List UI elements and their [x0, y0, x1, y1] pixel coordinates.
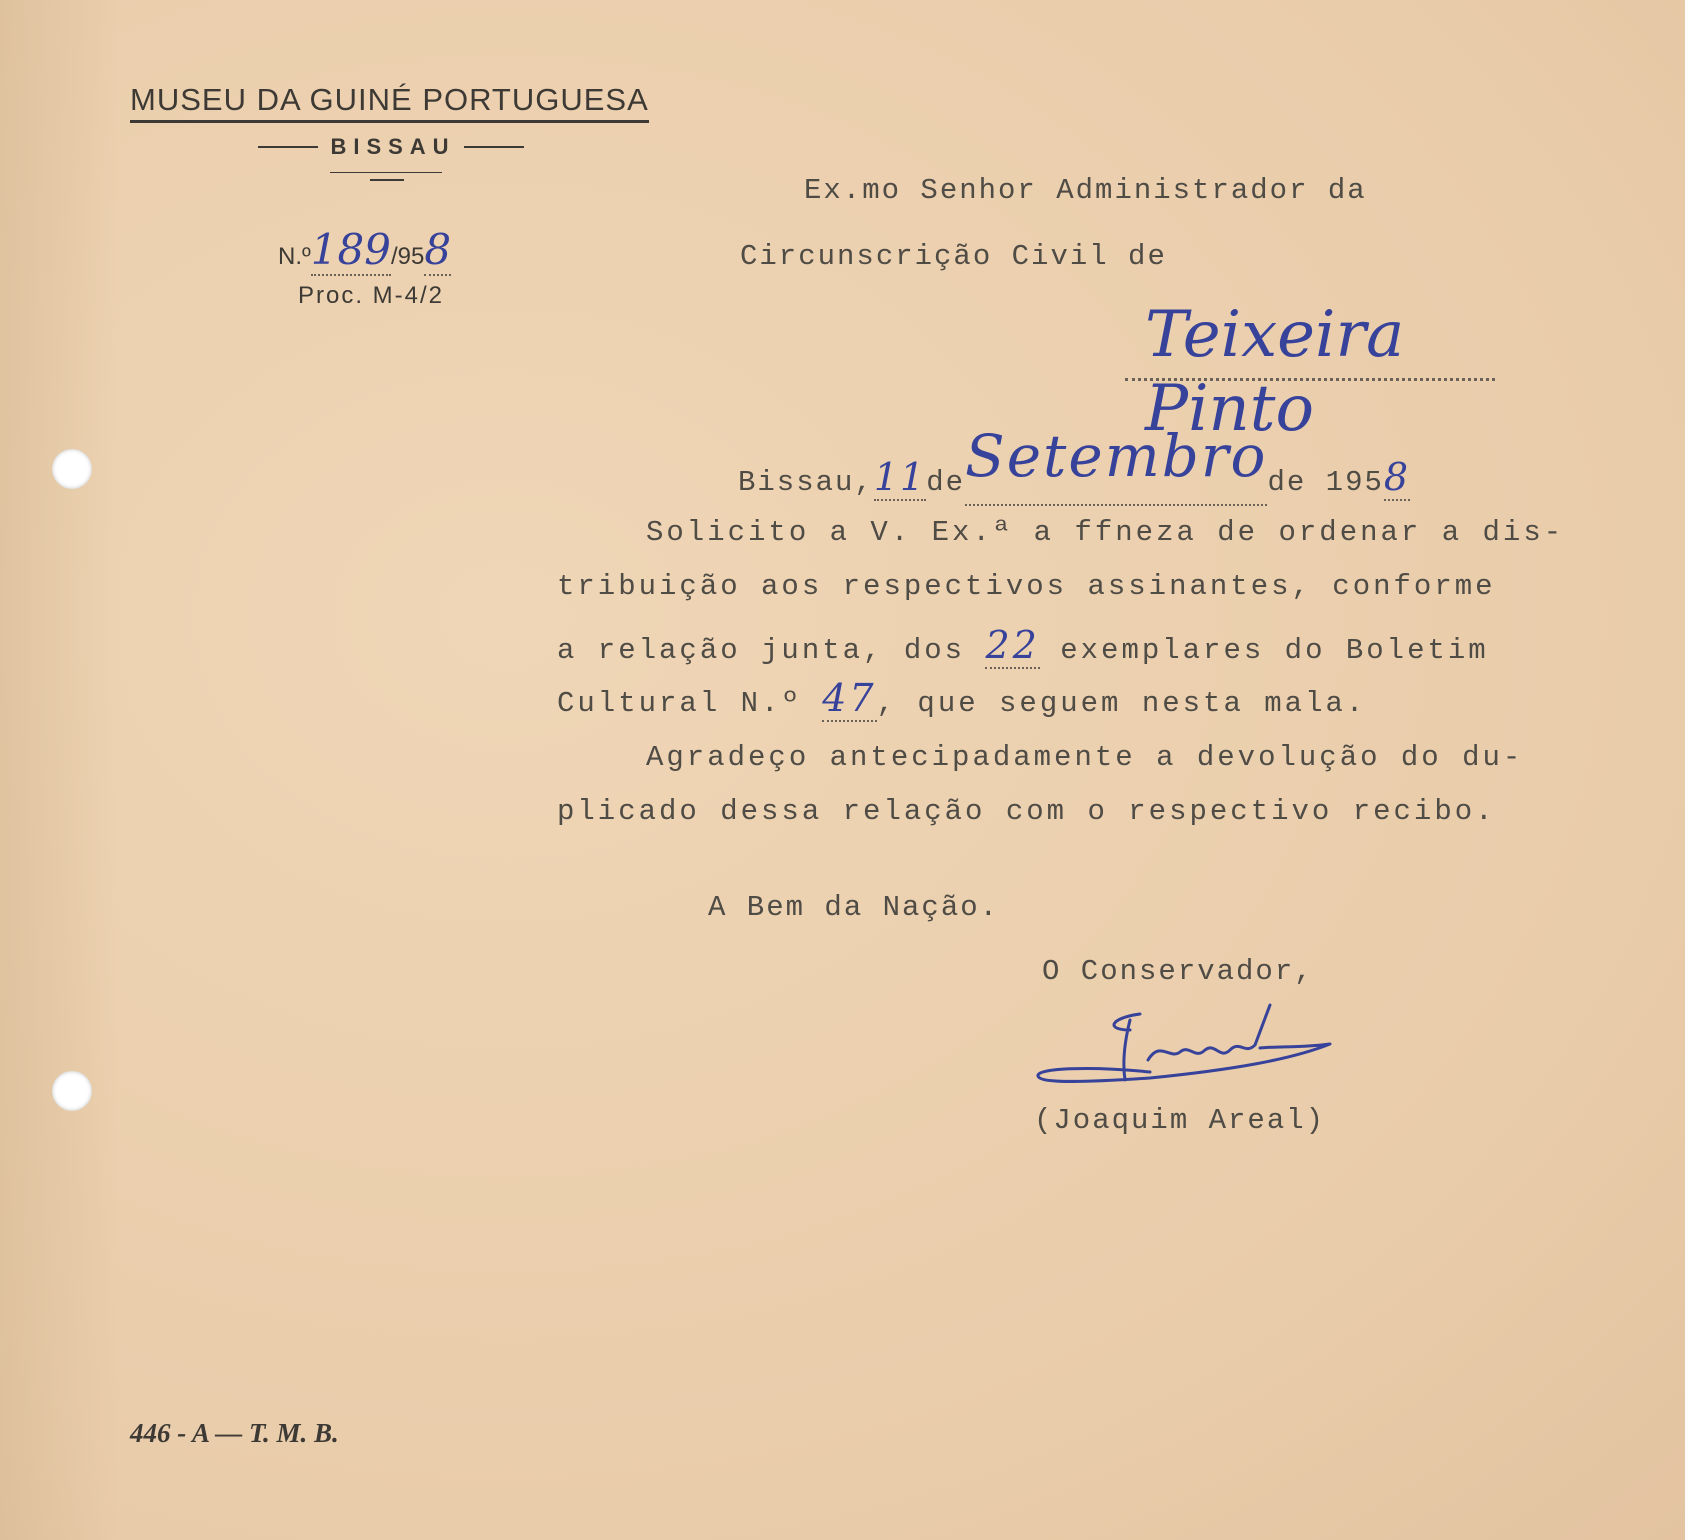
addressee-line-1: Ex.mo Senhor Administrador da — [804, 174, 1367, 207]
city-line — [258, 134, 524, 160]
divider — [370, 179, 404, 181]
letterhead-city: BISSAU — [330, 134, 456, 159]
process-number: Proc. M-4/2 — [298, 282, 445, 309]
reference-number — [278, 225, 451, 276]
body-line-3-end: exemplares do Boletim — [1039, 634, 1489, 667]
signatory-name: (Joaquim Areal) — [1034, 1104, 1326, 1137]
date-city: Bissau, — [738, 466, 874, 499]
addressee-line-2: Circunscrição Civil de — [740, 240, 1167, 273]
date-line — [738, 422, 1411, 506]
date-day-handwritten: 11 — [873, 455, 927, 499]
reference-year-handwritten: 8 — [424, 225, 452, 274]
date-de-2: de 195 — [1267, 466, 1384, 499]
body-line-2: tribuição aos respectivos assinantes, conforme — [557, 570, 1496, 603]
copies-handwritten: 22 — [985, 623, 1040, 667]
issue-number-handwritten: 47 — [822, 676, 877, 720]
body-line-4-end: , que seguem nesta mala. — [876, 687, 1367, 720]
body-line-4-start: Cultural N.º — [557, 687, 823, 720]
divider — [330, 172, 442, 173]
divider — [464, 146, 524, 148]
reference-number-handwritten: 189 — [310, 225, 391, 274]
letterhead — [130, 82, 650, 159]
reference-year-printed: /95 — [390, 243, 425, 270]
page-edge-shading — [0, 0, 120, 1540]
date-month-handwritten: Setembro — [965, 422, 1268, 490]
closing-salutation: A Bem da Nação. — [708, 891, 1000, 924]
punch-hole-bottom — [52, 1071, 92, 1111]
punch-hole-top — [52, 449, 92, 489]
addressee-place — [1125, 298, 1495, 446]
addressee-place-handwritten: Teixeira Pinto — [1145, 298, 1405, 446]
handwritten-signature — [1030, 1000, 1340, 1110]
form-code: 446 - A — T. M. B. — [130, 1418, 339, 1448]
date-de-1: de — [926, 466, 965, 499]
body-line-3 — [557, 623, 1489, 669]
date-year-handwritten: 8 — [1383, 455, 1411, 499]
reference-prefix: N.º — [278, 243, 311, 270]
body-line-3-start: a relação junta, dos — [557, 634, 986, 667]
body-line-5: Agradeço antecipadamente a devolução do du- — [646, 741, 1524, 774]
signatory-title: O Conservador, — [1042, 955, 1314, 988]
body-line-1: Solicito a V. Ex.ª a ffneza de ordenar a dis- — [646, 516, 1565, 549]
institution-name: MUSEU DA GUINÉ PORTUGUESA — [130, 82, 649, 123]
divider — [258, 146, 318, 148]
body-line-6: plicado dessa relação com o respectivo recibo. — [557, 795, 1496, 828]
body-line-4 — [557, 676, 1366, 722]
